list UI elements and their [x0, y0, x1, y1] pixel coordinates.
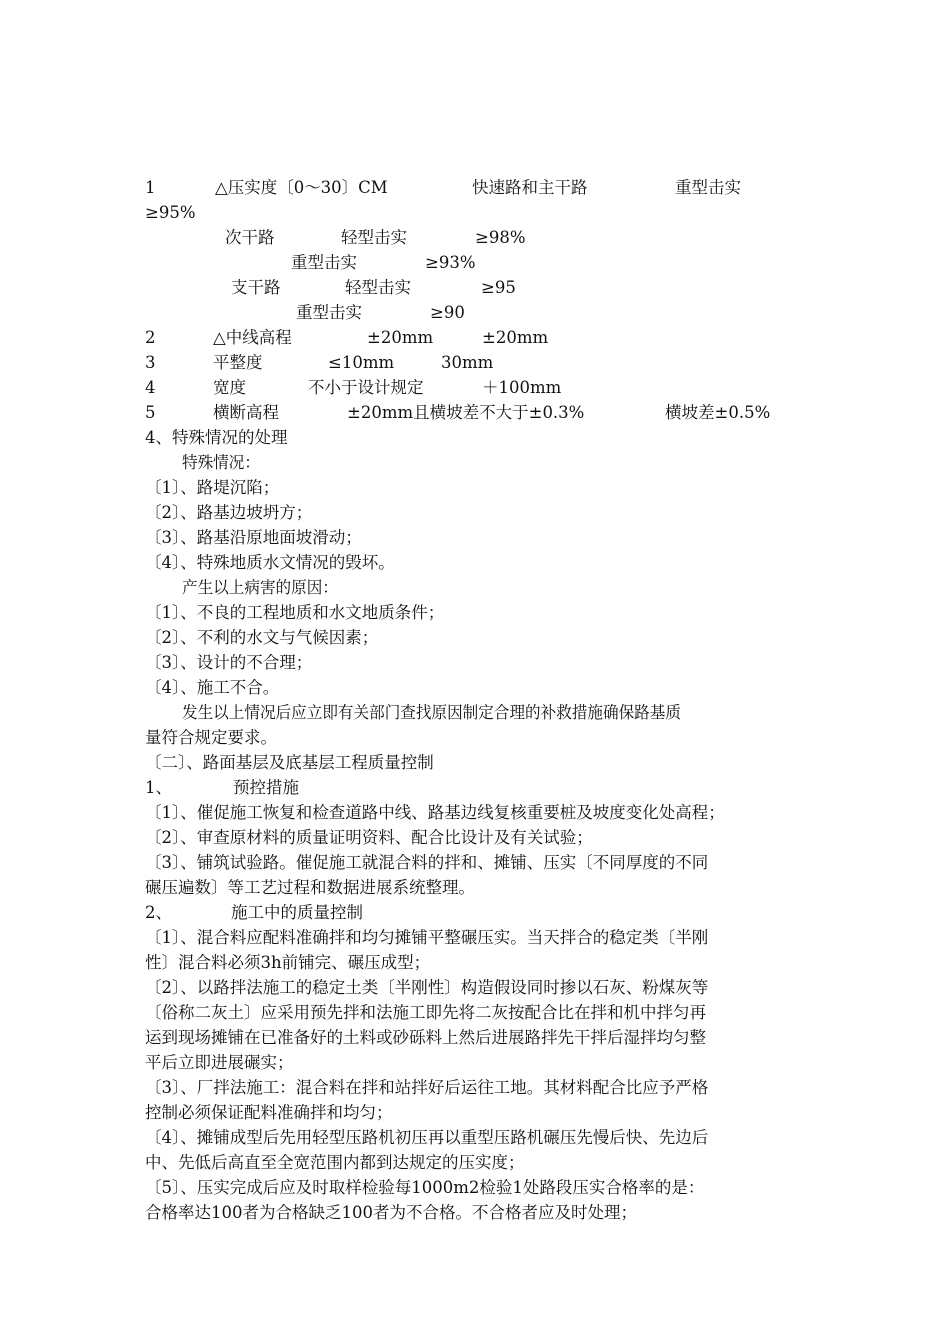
table-row	[145, 350, 815, 375]
row-number: 3	[145, 353, 156, 372]
list-item: 〔1〕、路堤沉陷；	[145, 478, 280, 497]
subsection-number: 2、	[145, 903, 172, 922]
row-method: 重型击实	[296, 303, 362, 322]
subsection-heading	[145, 900, 815, 925]
row-value-a: ±20mm且横坡差不大于±0.3%	[347, 403, 585, 422]
special-label: 特殊情况：	[182, 453, 260, 472]
list-item: 〔4〕、施工不合。	[145, 678, 280, 697]
row-value-b: 30mm	[441, 353, 494, 372]
row-item: △中线高程	[213, 328, 292, 347]
table-row	[145, 375, 815, 400]
table-row	[145, 400, 815, 425]
list-item: 〔4〕、特殊地质水文情况的毁坏。	[145, 553, 395, 572]
row-method: 轻型击实	[345, 278, 411, 297]
paragraph-line: 〔1〕、混合料应配料准确拌和均匀摊铺平整碾压实。当天拌合的稳定类〔半刚	[145, 928, 709, 947]
subsection-title: 施工中的质量控制	[231, 903, 363, 922]
list-item: 〔2〕、不利的水文与气候因素；	[145, 628, 379, 647]
row-road-type: 快速路和主干路	[472, 178, 588, 197]
list-item: 碾压遍数〕等工艺过程和数据进展系统整理。	[145, 878, 475, 897]
row-item: △压实度〔0～30〕CM	[215, 178, 388, 197]
paragraph-line: 〔5〕、压实完成后应及时取样检验每1000m2检验1处路段压实合格率的是：	[145, 1178, 705, 1197]
list-item: 〔3〕、铺筑试验路。催促施工就混合料的拌和、摊铺、压实〔不同厚度的不同	[145, 853, 709, 872]
table-row	[145, 275, 815, 300]
paragraph-line: 性〕混合料必须3h前铺完、碾压成型；	[145, 953, 431, 972]
row-road-type: 支干路	[231, 278, 281, 297]
paragraph-line: 〔3〕、厂拌法施工：混合料在拌和站拌好后运往工地。其材料配合比应予严格	[145, 1078, 709, 1097]
row-value-a: 不小于设计规定	[308, 378, 424, 397]
row-method: 轻型击实	[341, 228, 407, 247]
table-row	[145, 175, 815, 200]
row-number: 1	[145, 178, 156, 197]
paragraph-line: 中、先低后高直至全宽范围内都到达规定的压实度；	[145, 1153, 525, 1172]
list-item: 〔3〕、路基沿原地面坡滑动；	[145, 528, 362, 547]
part-heading: 〔二〕、路面基层及底基层工程质量控制	[145, 753, 434, 772]
row-item: 横断高程	[213, 403, 279, 422]
row-value-a: ≤10mm	[328, 353, 395, 372]
paragraph-line: 平后立即进展碾实；	[145, 1053, 294, 1072]
row-item: 宽度	[213, 378, 246, 397]
list-item: 〔1〕、不良的工程地质和水文地质条件；	[145, 603, 445, 622]
row-value: ≥95%	[145, 203, 196, 222]
paragraph-line: 发生以上情况后应立即有关部门查找原因制定合理的补救措施确保路基质	[182, 703, 681, 722]
paragraph-line: 〔2〕、以路拌法施工的稳定土类〔半刚性〕构造假设同时掺以石灰、粉煤灰等	[145, 978, 709, 997]
list-item: 〔2〕、路基边坡坍方；	[145, 503, 313, 522]
subsection-title: 预控措施	[233, 778, 299, 797]
row-value-b: 横坡差±0.5%	[665, 403, 771, 422]
table-row	[145, 225, 815, 250]
paragraph-line: 合格率达100者为合格缺乏100者为不合格。不合格者应及时处理；	[145, 1203, 637, 1222]
list-item: 〔2〕、审查原材料的质量证明资料、配合比设计及有关试验；	[145, 828, 593, 847]
row-value-b: ＋100mm	[482, 378, 562, 397]
table-row	[145, 200, 815, 225]
row-value: ≥95	[481, 278, 516, 297]
paragraph-line: 〔4〕、摊铺成型后先用轻型压路机初压再以重型压路机碾压先慢后快、先边后	[145, 1128, 709, 1147]
subsection-heading	[145, 775, 815, 800]
table-row	[145, 300, 815, 325]
paragraph-line: 量符合规定要求。	[145, 728, 277, 747]
row-value-b: ±20mm	[482, 328, 549, 347]
table-row	[145, 250, 815, 275]
section-heading: 4、特殊情况的处理	[145, 428, 288, 447]
row-value: ≥93%	[425, 253, 476, 272]
row-value-a: ±20mm	[367, 328, 434, 347]
row-road-type: 次干路	[225, 228, 275, 247]
row-method: 重型击实	[675, 178, 741, 197]
table-row	[145, 325, 815, 350]
list-item: 〔3〕、设计的不合理；	[145, 653, 313, 672]
cause-label: 产生以上病害的原因：	[182, 578, 338, 597]
row-value: ≥98%	[475, 228, 526, 247]
row-number: 2	[145, 328, 156, 347]
paragraph-line: 〔俗称二灰土〕应采用预先拌和法施工即先将二灰按配合比在拌和机中拌匀再	[145, 1003, 706, 1022]
subsection-number: 1、	[145, 778, 172, 797]
list-item: 〔1〕、催促施工恢复和检查道路中线、路基边线复核重要桩及坡度变化处高程；	[145, 803, 725, 822]
row-number: 5	[145, 403, 156, 422]
paragraph-line: 控制必须保证配料准确拌和均匀；	[145, 1103, 393, 1122]
paragraph-line: 运到现场摊铺在已准备好的土料或砂砾料上然后进展路拌先干拌后湿拌均匀整	[145, 1028, 706, 1047]
row-value: ≥90	[430, 303, 465, 322]
row-method: 重型击实	[291, 253, 357, 272]
row-item: 平整度	[213, 353, 263, 372]
row-number: 4	[145, 378, 156, 397]
